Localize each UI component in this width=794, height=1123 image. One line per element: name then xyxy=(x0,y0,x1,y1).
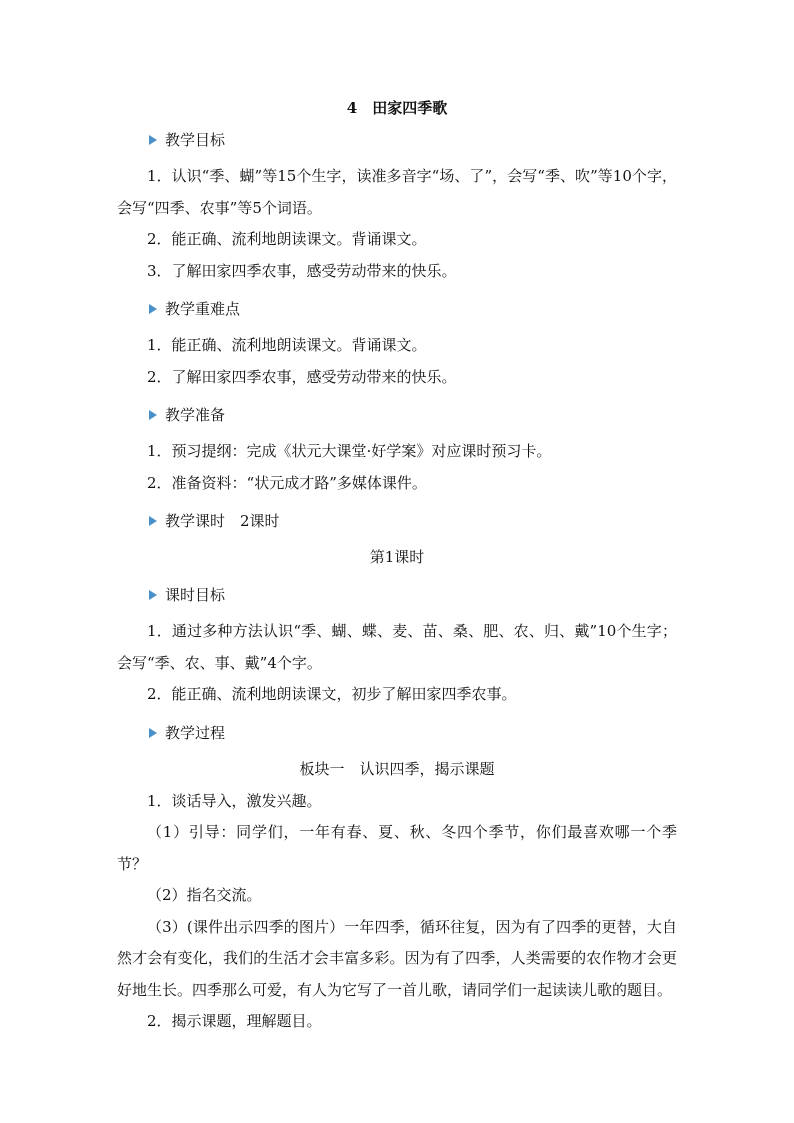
process-item-4: （3）(课件出示四季的图片）一年四季，循环往复，因为有了四季的更替，大自然才会有变化，我们的生活才会丰富多彩。因为有了四季，人类需要的农作物才会更好地生长。四季那么可爱，有人为它写了一首儿歌，请同学们一起读读儿歌的题目。 xyxy=(117,917,677,999)
block-title: 板块一 认识四季，揭示课题 xyxy=(299,759,495,778)
preparation-item-2: 2．准备资料：“状元成才路”多媒体课件。 xyxy=(147,473,427,492)
section-heading-key-points xyxy=(117,299,677,319)
lesson-title: 第1课时 xyxy=(369,548,425,566)
section-heading-text: 教学目标 xyxy=(165,131,226,149)
preparation-item-1: 1．预习提纲：完成《状元大课堂·好学案》对应课时预习卡。 xyxy=(147,442,552,460)
key-point-item-2: 2．了解田家四季农事，感受劳动带来的快乐。 xyxy=(147,367,457,386)
triangle-marker-icon xyxy=(149,590,157,600)
triangle-marker-icon xyxy=(149,410,157,420)
process-item-1: 1．谈话导入，激发兴趣。 xyxy=(147,791,322,810)
section-heading-lesson-goals xyxy=(117,585,677,605)
section-heading-text: 课时目标 xyxy=(165,586,226,604)
section-heading-preparation xyxy=(117,405,677,425)
triangle-marker-icon xyxy=(149,728,157,738)
triangle-marker-icon xyxy=(149,304,157,314)
section-heading-text: 教学准备 xyxy=(165,406,226,424)
section-heading-process xyxy=(117,723,677,743)
section-heading-periods xyxy=(117,511,677,531)
section-heading-goals xyxy=(117,130,677,150)
lesson-goal-item-1: 1．通过多种方法认识“季、蝴、蝶、麦、苗、桑、肥、农、归、戴”10个生字；会写“季、农、事、戴”4个字。 xyxy=(117,622,677,672)
process-item-5: 2．揭示课题，理解题目。 xyxy=(147,1012,322,1030)
section-heading-text: 教学课时 2课时 xyxy=(165,512,280,530)
process-item-2: （1）引导：同学们，一年有春、夏、秋、冬四个季节，你们最喜欢哪一个季节？ xyxy=(117,823,677,873)
goal-item-2: 2．能正确、流利地朗读课文。背诵课文。 xyxy=(147,230,427,248)
section-heading-text: 教学重难点 xyxy=(165,300,241,318)
goal-item-3: 3．了解田家四季农事，感受劳动带来的快乐。 xyxy=(147,261,457,280)
process-item-3: （2）指名交流。 xyxy=(147,886,262,904)
triangle-marker-icon xyxy=(149,516,157,526)
triangle-marker-icon xyxy=(149,135,157,145)
key-point-item-1: 1．能正确、流利地朗读课文。背诵课文。 xyxy=(147,336,427,354)
goal-item-1: 1．认识“季、蝴”等15个生字，读准多音字“场、了”，会写“季、吹”等10个字，会写“四季、农事”等5个词语。 xyxy=(117,167,677,217)
document-title: 4 田家四季歌 xyxy=(346,99,448,117)
document-content xyxy=(117,98,677,1038)
lesson-goal-item-2: 2．能正确、流利地朗读课文，初步了解田家四季农事。 xyxy=(147,685,517,703)
section-heading-text: 教学过程 xyxy=(165,723,226,742)
